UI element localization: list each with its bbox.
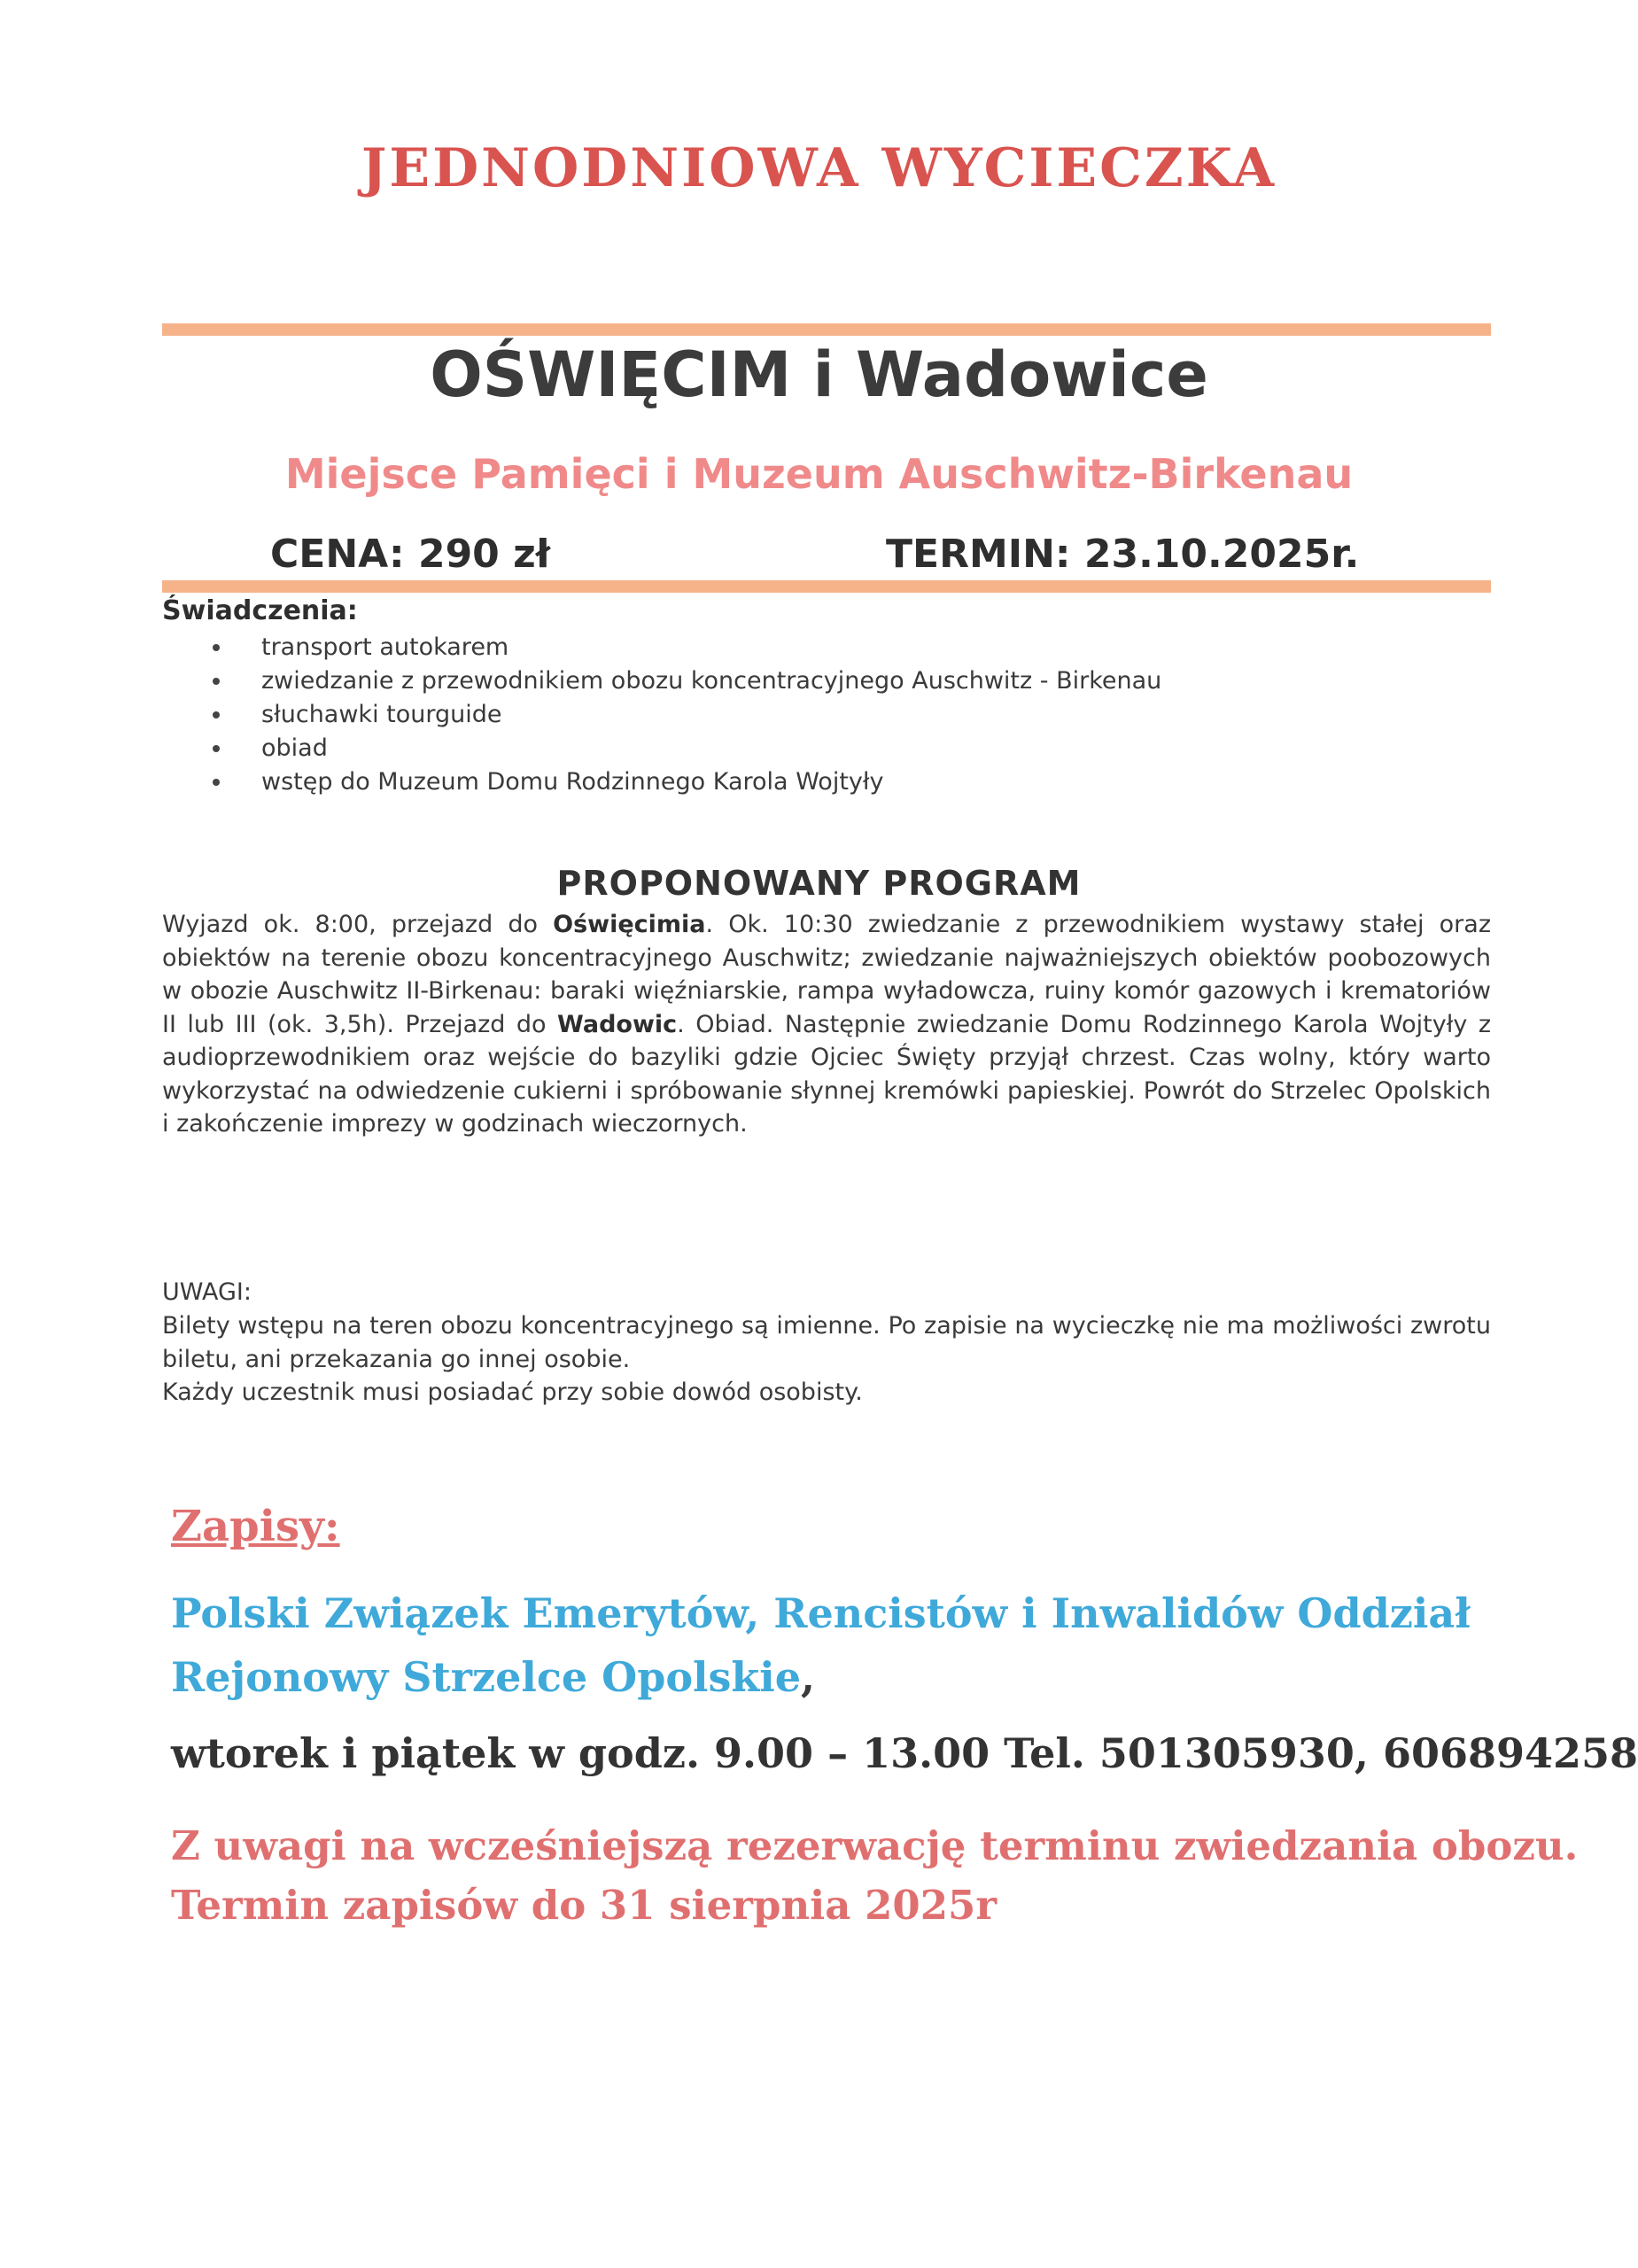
bullet-icon bbox=[213, 644, 220, 651]
bold-wadowice: Wadowic bbox=[557, 1010, 678, 1038]
signup-warning: Z uwagi na wcześniejszą rezerwację terminu zwiedzania obozu. Termin zapisów do 31 sierpnia 2025r bbox=[171, 1822, 1579, 1929]
bullet-icon bbox=[213, 745, 220, 752]
bullet-icon bbox=[213, 678, 220, 685]
organization-name: Polski Związek Emerytów, Rencistów i Inwalidów Oddział Rejonowy Strzelce Opolskie, bbox=[171, 1589, 1471, 1701]
trip-date: TERMIN: 23.10.2025r. bbox=[886, 532, 1360, 577]
bullet-icon bbox=[213, 711, 220, 718]
bold-oswiecim: Oświęcimia bbox=[553, 911, 706, 938]
bullet-icon bbox=[213, 779, 220, 786]
price: CENA: 290 zł bbox=[270, 532, 551, 577]
list-item: wstęp do Muzeum Domu Rodzinnego Karola Wojtyły bbox=[213, 765, 1161, 799]
list-item: obiad bbox=[213, 732, 1161, 765]
list-item: transport autokarem bbox=[213, 631, 1161, 664]
list-item: słuchawki tourguide bbox=[213, 698, 1161, 732]
services-heading: Świadczenia: bbox=[162, 595, 358, 626]
destination-title: OŚWIĘCIM i Wadowice bbox=[430, 338, 1208, 411]
trip-title: JEDNODNIOWA WYCIECZKA bbox=[361, 137, 1277, 199]
notes-text: Bilety wstępu na teren obozu koncentracyjnego są imienne. Po zapisie na wycieczkę nie ma możliwości zwrotu biletu, ani przekazania go innej osobie. Każdy uczestnik musi posiadać przy sobie dowód osobisty. bbox=[162, 1312, 1491, 1406]
subtitle: Miejsce Pamięci i Muzeum Auschwitz-Birkenau bbox=[284, 450, 1354, 498]
list-item: zwiedzanie z przewodnikiem obozu koncentracyjnego Auschwitz - Birkenau bbox=[213, 664, 1161, 698]
top-divider bbox=[162, 323, 1491, 336]
bottom-divider bbox=[162, 580, 1491, 593]
notes-heading: UWAGI: bbox=[162, 1278, 252, 1306]
signup-heading: Zapisy: bbox=[171, 1502, 340, 1551]
services-list bbox=[213, 631, 1161, 799]
contact-hours: wtorek i piątek w godz. 9.00 – 13.00 Tel. 501305930, 606894258 bbox=[171, 1729, 1638, 1777]
program-heading: PROPONOWANY PROGRAM bbox=[556, 864, 1082, 903]
program-text: Wyjazd ok. 8:00, przejazd do Oświęcimia. Ok. 10:30 zwiedzanie z przewodnikiem wystawy stałej oraz obiektów na terenie obozu koncentracyjnego Auschwitz; zwiedzanie najważniejszych obiektów poobozowych w obozie Auschwitz II-Birkenau: baraki więźniarskie, rampa wyładowcza, ruiny komór gazowych i krematoriów II lub III (ok. 3,5h). Przejazd do Wadowic. Obiad. Następnie zwiedzanie Domu Rodzinnego Karola Wojtyły z audioprzewodnikiem oraz wejście do bazyliki gdzie Ojciec Święty przyjął chrzest. Czas wolny, który warto wykorzystać na odwiedzenie cukierni i spróbowanie słynnej kremówki papieskiej. Powrót do Strzelec Opolskich i zakończenie imprezy w godzinach wieczornych. bbox=[162, 911, 1491, 1138]
